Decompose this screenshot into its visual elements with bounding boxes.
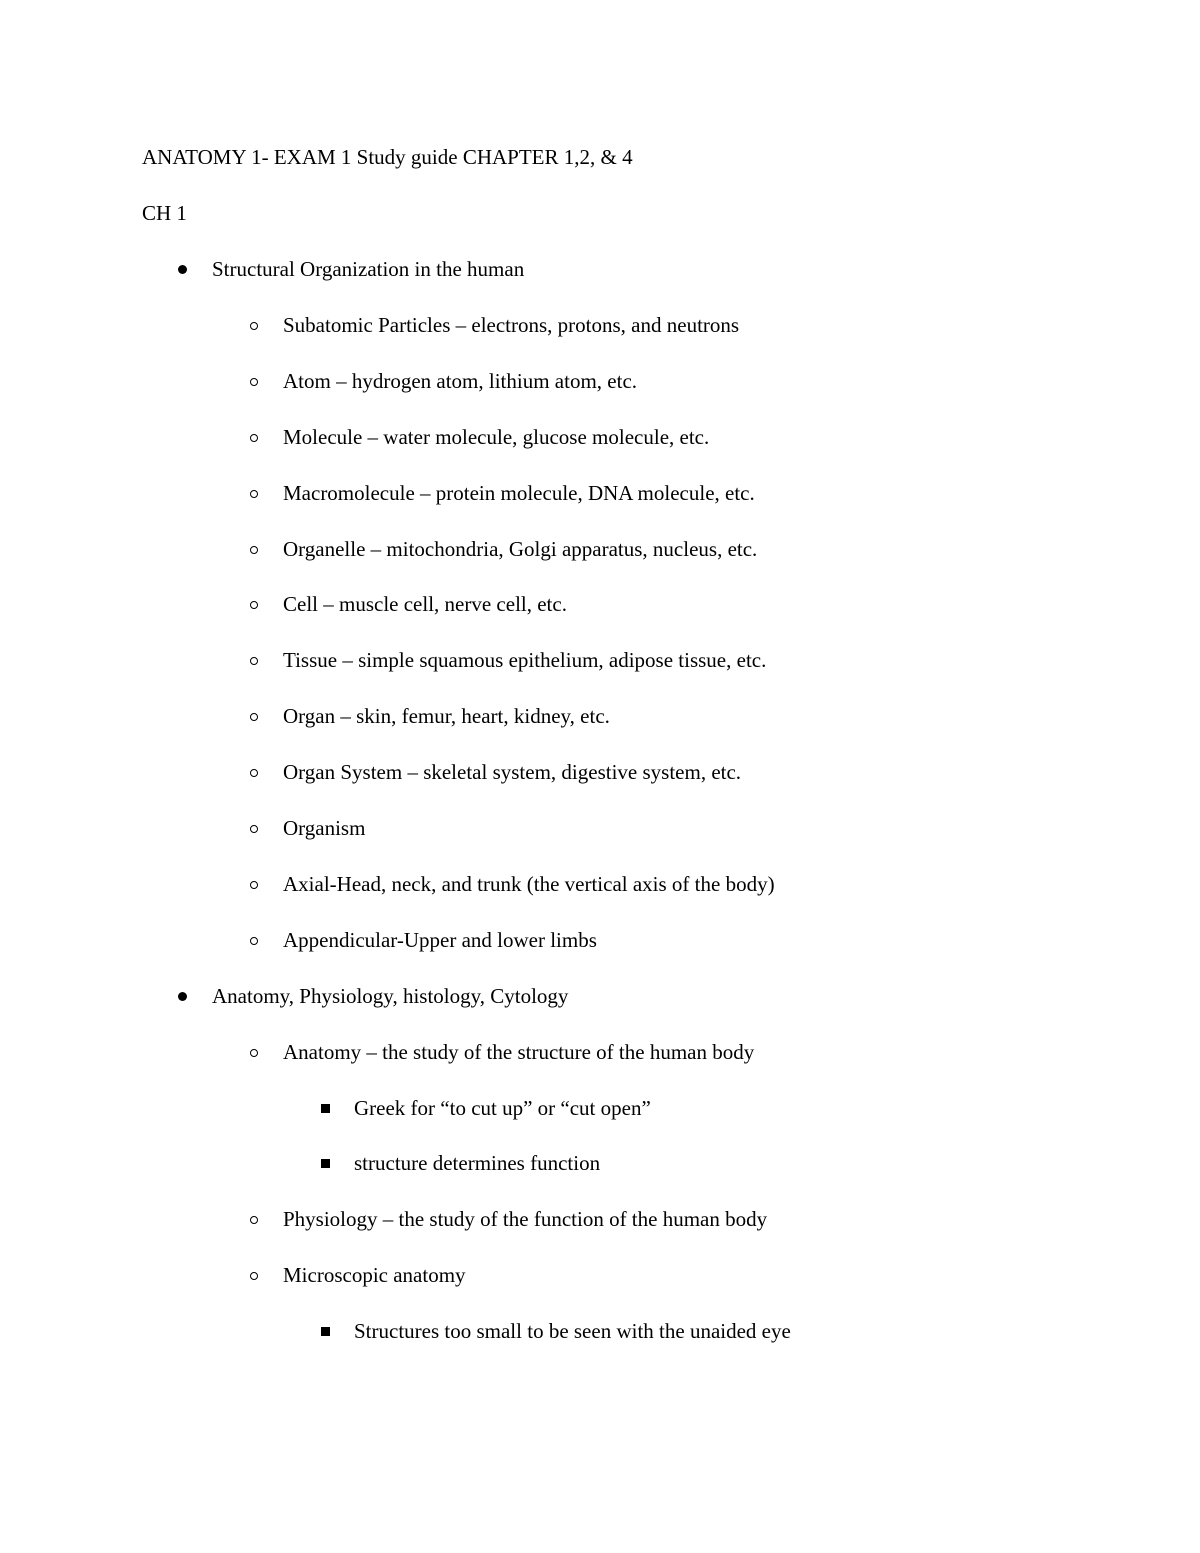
list-item-level-2: Macromolecule – protein molecule, DNA molecule, etc. bbox=[283, 481, 755, 505]
bullet-circle-icon bbox=[244, 1040, 264, 1064]
bullet-circle-icon bbox=[244, 425, 264, 449]
list-item-level-1: Structural Organization in the human bbox=[212, 257, 525, 281]
list-item-level-2: Appendicular-Upper and lower limbs bbox=[283, 928, 597, 952]
list-item-level-2: Tissue – simple squamous epithelium, adipose tissue, etc. bbox=[283, 648, 767, 672]
bullet-square-icon bbox=[315, 1319, 335, 1343]
bullet-square-icon bbox=[315, 1096, 335, 1120]
list-item-level-2: Subatomic Particles – electrons, protons, and neutrons bbox=[283, 313, 740, 337]
bullet-circle-icon bbox=[244, 537, 264, 561]
list-item-level-2: Microscopic anatomy bbox=[283, 1263, 466, 1287]
bullet-circle-icon bbox=[244, 1263, 264, 1287]
list-item-level-2: Organelle – mitochondria, Golgi apparatus, nucleus, etc. bbox=[283, 537, 758, 561]
bullet-circle-icon bbox=[244, 816, 264, 840]
list-item-level-3: structure determines function bbox=[354, 1151, 601, 1175]
document-title: ANATOMY 1- EXAM 1 Study guide CHAPTER 1,2, & 4 bbox=[142, 145, 633, 169]
list-item-level-2: Organism bbox=[283, 816, 366, 840]
bullet-circle-icon bbox=[244, 313, 264, 337]
bullet-disc-icon bbox=[172, 257, 192, 281]
bullet-circle-icon bbox=[244, 592, 264, 616]
chapter-heading: CH 1 bbox=[142, 201, 187, 225]
bullet-circle-icon bbox=[244, 369, 264, 393]
list-item-level-2: Cell – muscle cell, nerve cell, etc. bbox=[283, 592, 567, 616]
bullet-circle-icon bbox=[244, 648, 264, 672]
bullet-circle-icon bbox=[244, 481, 264, 505]
list-item-level-2: Anatomy – the study of the structure of the human body bbox=[283, 1040, 755, 1064]
list-item-level-2: Organ – skin, femur, heart, kidney, etc. bbox=[283, 704, 610, 728]
list-item-level-1: Anatomy, Physiology, histology, Cytology bbox=[212, 984, 569, 1008]
bullet-circle-icon bbox=[244, 704, 264, 728]
bullet-circle-icon bbox=[244, 760, 264, 784]
list-item-level-2: Organ System – skeletal system, digestive system, etc. bbox=[283, 760, 742, 784]
list-item-level-2: Atom – hydrogen atom, lithium atom, etc. bbox=[283, 369, 638, 393]
list-item-level-3: Greek for “to cut up” or “cut open” bbox=[354, 1096, 651, 1120]
bullet-circle-icon bbox=[244, 872, 264, 896]
list-item-level-3: Structures too small to be seen with the unaided eye bbox=[354, 1319, 791, 1343]
list-item-level-2: Molecule – water molecule, glucose molecule, etc. bbox=[283, 425, 710, 449]
bullet-circle-icon bbox=[244, 928, 264, 952]
list-item-level-2: Axial-Head, neck, and trunk (the vertical axis of the body) bbox=[283, 872, 775, 896]
list-item-level-2: Physiology – the study of the function of the human body bbox=[283, 1207, 768, 1231]
bullet-disc-icon bbox=[172, 984, 192, 1008]
bullet-circle-icon bbox=[244, 1207, 264, 1231]
bullet-square-icon bbox=[315, 1151, 335, 1175]
